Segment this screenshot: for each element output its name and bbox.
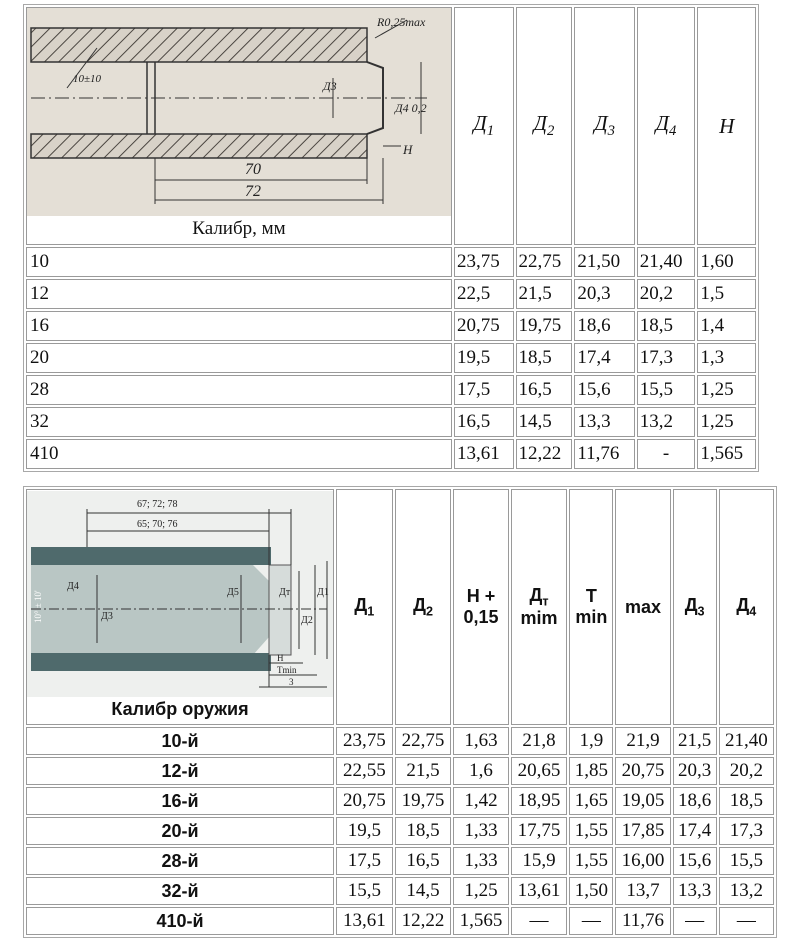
table1-row [26,439,756,469]
table1-row-label: 28 [26,375,452,405]
table1-cell: 22,75 [516,247,573,277]
table2-cell: 23,75 [336,727,393,755]
drawing2-three-label: 3 [289,677,294,687]
table2-cell: 17,3 [719,817,774,845]
table2-header-dt: $Д_т$ mim [511,489,568,725]
table2-cell: — [569,907,613,935]
caliber-table-2-body [26,489,774,935]
table1-row [26,311,756,341]
table2-cell: 21,5 [395,757,452,785]
table1-cell: 19,75 [516,311,573,341]
table1-row [26,375,756,405]
table1-cell: 21,50 [574,247,634,277]
drawing2-d4-label: Д4 [67,581,79,592]
table1-cell: 1,25 [697,375,756,405]
table2-cell: 21,9 [615,727,670,755]
table2-cell: 1,33 [453,847,508,875]
drawing2-d1-label: Д1 [317,587,329,598]
table2-cell: 11,76 [615,907,670,935]
table2-cell: 15,5 [719,847,774,875]
table2-cell: 17,5 [336,847,393,875]
table2-cell: 20,75 [615,757,670,785]
table1-cell: 17,3 [637,343,696,373]
drawing2-dt-label: Дт [279,587,291,598]
table1-cell: 12,22 [516,439,573,469]
table1-cell: 1,565 [697,439,756,469]
table2-row-label: 10-й [26,727,334,755]
table1-cell: 1,5 [697,279,756,309]
table2-header-max: max [615,489,670,725]
table2-row-label: 12-й [26,757,334,785]
table2-cell: 16,00 [615,847,670,875]
table2-cell: 20,75 [336,787,393,815]
table1-row [26,279,756,309]
table1-cell: 21,5 [516,279,573,309]
table2-cell: 1,6 [453,757,508,785]
table2-cell: 13,61 [336,907,393,935]
table1-caption: Калибр, мм [192,218,286,239]
table2-cell: 20,65 [511,757,568,785]
table1-cell: 1,25 [697,407,756,437]
table1-cell: 20,2 [637,279,696,309]
table2-cell: 15,6 [673,847,717,875]
table1-cell: 18,5 [516,343,573,373]
caliber-table-1-body [26,7,756,469]
table2-cell: 18,6 [673,787,717,815]
table2-cell: 1,65 [569,787,613,815]
table2-cell: 17,4 [673,817,717,845]
table1-cell: 18,5 [637,311,696,341]
table2-cell: 15,9 [511,847,568,875]
table2-row [26,877,774,905]
table2-cell: — [511,907,568,935]
drawing1-len72-label: 72 [245,183,261,200]
table2-cell: 1,50 [569,877,613,905]
table2-cell: 1,565 [453,907,508,935]
table2-header-d2: $Д_2$ [395,489,452,725]
table2-header-row [26,489,774,725]
table1-header-d2: $Д_2$ [516,7,573,245]
table1-header-h: Н [697,7,756,245]
table1-cell: 13,2 [637,407,696,437]
table1-cell: 15,6 [574,375,634,405]
table2-caption: Калибр оружия [111,699,249,719]
chamber-drawing-cell-2 [26,489,334,725]
table2-header-d4: $Д_4$ [719,489,774,725]
table1-cell: 17,5 [454,375,514,405]
table2-cell: 22,55 [336,757,393,785]
table2-row-label: 32-й [26,877,334,905]
table1-row-label: 20 [26,343,452,373]
table1-cell: 20,3 [574,279,634,309]
table1-cell: 23,75 [454,247,514,277]
drawing2-d5-label: Д5 [227,587,239,598]
table2-row-label: 16-й [26,787,334,815]
table2-cell: 1,9 [569,727,613,755]
table2-row-label: 410-й [26,907,334,935]
table1-cell: 1,3 [697,343,756,373]
table1-cell: 14,5 [516,407,573,437]
table1-row [26,247,756,277]
drawing2-top2-label: 65; 70; 76 [137,519,178,530]
drawing1-d3-label: Д3 [323,79,337,93]
drawing2-tmin-label: Tmin [277,665,297,675]
table1-row-label: 12 [26,279,452,309]
table2-cell: 13,3 [673,877,717,905]
table2-cell: — [719,907,774,935]
table2-cell: 18,95 [511,787,568,815]
table2-cell: 13,2 [719,877,774,905]
drawing2-d3-label: Д3 [101,611,113,622]
table1-cell: 16,5 [454,407,514,437]
drawing1-d4-label: Д4 0,2 [395,101,427,115]
table2-cell: 19,5 [336,817,393,845]
table2-cell: 1,33 [453,817,508,845]
table2-cell: 17,85 [615,817,670,845]
table1-row-label: 410 [26,439,452,469]
table2-cell: 15,5 [336,877,393,905]
table2-cell: 1,42 [453,787,508,815]
table2-cell: 19,75 [395,787,452,815]
table1-header-d1: $Д_1$ [454,7,514,245]
table1-row [26,407,756,437]
table1-cell: 20,75 [454,311,514,341]
drawing1-h-label: Н [403,142,413,157]
table1-cell: 21,40 [637,247,696,277]
table1-cell: 16,5 [516,375,573,405]
table2-header-t: T min [569,489,613,725]
table2-cell: 13,61 [511,877,568,905]
table2-cell: 21,40 [719,727,774,755]
table2-cell: 20,2 [719,757,774,785]
table2-cell: 14,5 [395,877,452,905]
table2-cell: 13,7 [615,877,670,905]
chamber-drawing-cell-1 [26,7,452,245]
table1-cell: - [637,439,696,469]
drawing2-d2-label: Д2 [301,615,313,626]
table1-cell: 17,4 [574,343,634,373]
drawing1-len70-label: 70 [245,161,261,178]
drawing1-r-label: R0,25max [377,15,426,29]
table2-cell: 18,5 [719,787,774,815]
table2-cell: 20,3 [673,757,717,785]
table2-row [26,787,774,815]
table1-row-label: 16 [26,311,452,341]
drawing2-angle-label: 10° ± 10' [33,590,43,623]
table2-cell: 22,75 [395,727,452,755]
drawing1-angle-label: 10±10 [73,73,102,85]
table1-header-d3: $Д_3$ [574,7,634,245]
drawing2-h-label: H [277,653,284,663]
table2-cell: 12,22 [395,907,452,935]
table1-row-label: 10 [26,247,452,277]
table1-header-row [26,7,756,245]
table2-row [26,817,774,845]
table1-cell: 19,5 [454,343,514,373]
table2-header-h: H + 0,15 [453,489,508,725]
chamber-drawing-1 [27,8,451,216]
table2-cell: 21,5 [673,727,717,755]
table1-cell: 13,3 [574,407,634,437]
table2-row-label: 28-й [26,847,334,875]
table2-cell: 18,5 [395,817,452,845]
table2-row-label: 20-й [26,817,334,845]
table2-cell: 17,75 [511,817,568,845]
table1-cell: 11,76 [574,439,634,469]
table2-row [26,757,774,785]
caliber-table-1 [23,4,759,472]
table2-cell: 1,55 [569,817,613,845]
table2-cell: 16,5 [395,847,452,875]
table1-cell: 13,61 [454,439,514,469]
table1-row [26,343,756,373]
table1-cell: 15,5 [637,375,696,405]
table1-row-label: 32 [26,407,452,437]
table2-row [26,847,774,875]
table1-header-d4: $Д_4$ [637,7,696,245]
drawing2-top1-label: 67; 72; 78 [137,499,178,510]
table2-header-d3: $Д_3$ [673,489,717,725]
table2-row [26,727,774,755]
table1-cell: 22,5 [454,279,514,309]
table1-cell: 18,6 [574,311,634,341]
chamber-drawing-2 [27,491,333,697]
table2-cell: 19,05 [615,787,670,815]
table2-cell: 21,8 [511,727,568,755]
table1-cell: 1,60 [697,247,756,277]
caliber-table-2 [23,486,777,938]
table2-cell: 1,55 [569,847,613,875]
table2-cell: 1,63 [453,727,508,755]
table2-cell: 1,25 [453,877,508,905]
table1-cell: 1,4 [697,311,756,341]
table2-header-d1: $Д_1$ [336,489,393,725]
table2-row [26,907,774,935]
table2-cell: — [673,907,717,935]
table2-cell: 1,85 [569,757,613,785]
